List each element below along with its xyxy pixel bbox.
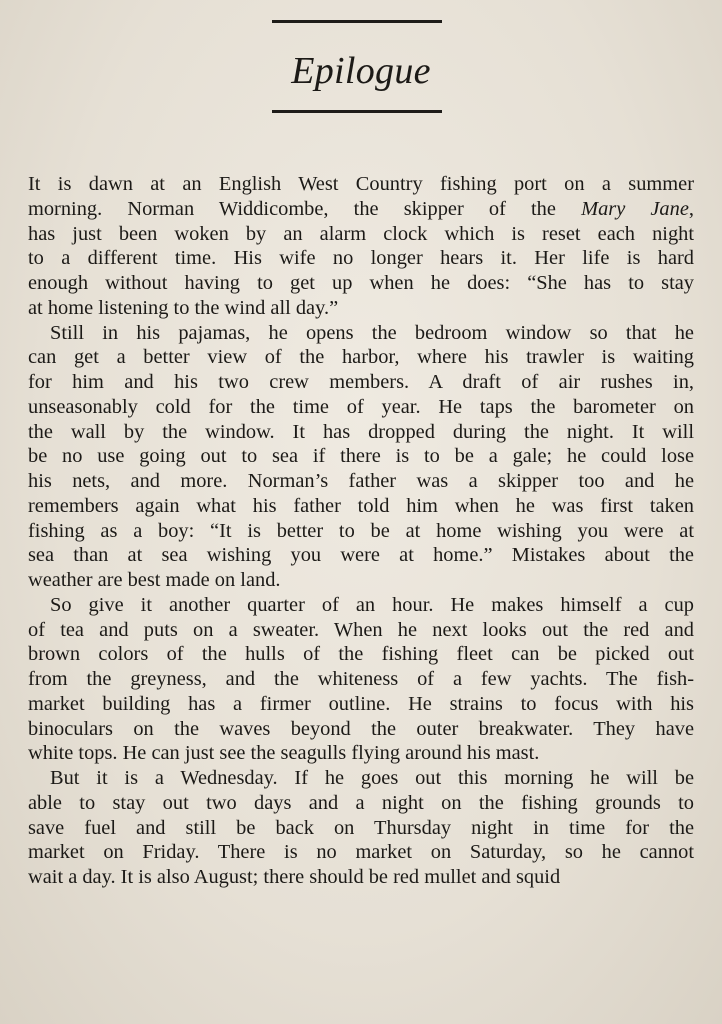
text-line: at home listening to the wind all day.” <box>28 296 339 319</box>
text-line: sea than at sea wishing you were at home.” Mistakes about the <box>28 544 694 567</box>
paragraph <box>28 766 694 890</box>
text-line: for him and his two crew members. A draft of air rushes in, <box>28 371 694 393</box>
paragraph <box>28 321 694 593</box>
text-line: white tops. He can just see the seagulls flying around his mast. <box>28 742 540 765</box>
title-rule-top <box>272 20 442 23</box>
text-line: market building has a firmer outline. He strains to focus with his <box>28 692 694 715</box>
text-line: But it is a Wednesday. If he goes out this morning he will be <box>50 767 694 789</box>
text-line: his nets, and more. Norman’s father was a skipper too and he <box>28 470 694 492</box>
chapter-title: Epilogue <box>291 50 431 92</box>
text-line: unseasonably cold for the time of year. He taps the barometer on <box>28 395 694 418</box>
paragraph <box>28 172 694 321</box>
text-line: can get a better view of the harbor, where his trawler is waiting <box>28 346 694 369</box>
text-line: the wall by the window. It has dropped during the night. It will <box>28 420 694 443</box>
text-line: morning. Norman Widdicombe, the skipper of the Mary Jane, <box>28 197 694 220</box>
text-line: save fuel and still be back on Thursday night in time for the <box>28 816 694 839</box>
text-line: remembers again what his father told him when he was first taken <box>28 494 694 517</box>
text-line: from the greyness, and the whiteness of a few yachts. The fish- <box>28 668 694 690</box>
text-line: be no use going out to sea if there is to be a gale; he could lose <box>28 445 694 468</box>
text-line: has just been woken by an alarm clock which is reset each night <box>28 222 694 245</box>
text-line: It is dawn at an English West Country fishing port on a summer <box>28 173 694 195</box>
text-line: to a different time. His wife no longer hears it. Her life is hard <box>28 247 694 270</box>
paragraph <box>28 593 694 766</box>
text-line: market on Friday. There is no market on Saturday, so he cannot <box>28 841 694 864</box>
title-rule-bottom <box>272 110 442 113</box>
text-line: Still in his pajamas, he opens the bedroom window so that he <box>50 321 694 344</box>
text-line: wait a day. It is also August; there should be red mullet and squid <box>28 866 561 888</box>
text-line: enough without having to get up when he does: “She has to stay <box>28 272 694 294</box>
text-line: able to stay out two days and a night on the fishing grounds to <box>28 791 694 814</box>
text-line: So give it another quarter of an hour. He makes himself a cup <box>50 593 694 616</box>
text-line: of tea and puts on a sweater. When he next looks out the red and <box>28 618 694 641</box>
text-line: fishing as a boy: “It is better to be at home wishing you were at <box>28 519 694 542</box>
text-line: weather are best made on land. <box>28 569 281 591</box>
text-line: brown colors of the hulls of the fishing fleet can be picked out <box>28 643 694 666</box>
text-line: binoculars on the waves beyond the outer breakwater. They have <box>28 717 694 740</box>
body-text <box>28 172 694 890</box>
